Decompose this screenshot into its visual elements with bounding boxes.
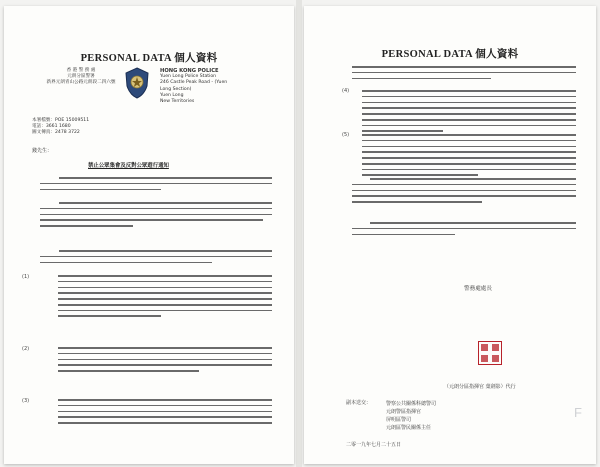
paragraph-3-continued xyxy=(352,66,576,83)
sender-zh-line: 香 港 警 務 處 xyxy=(66,68,96,73)
assessment-paragraph xyxy=(40,250,272,267)
letter-page-1 xyxy=(4,6,294,464)
cc-recipient: 元朗區警民關係主任 xyxy=(386,425,432,431)
paragraph-number: (1) xyxy=(22,274,30,280)
address-line: New Territories xyxy=(160,99,195,105)
page-gap xyxy=(296,0,302,467)
paragraph-number: (5) xyxy=(342,132,350,138)
salutation: 錢先生： xyxy=(32,148,53,154)
address-line: Long Section) xyxy=(160,86,192,92)
contact-paragraph xyxy=(352,222,576,239)
ref-label: 本署檔號 xyxy=(32,118,51,123)
cc-recipient: 警察公共關係科總警司 xyxy=(386,401,437,407)
police-name: HONG KONG POLICE xyxy=(160,68,219,74)
address-line: Yuen Long Police Station xyxy=(160,74,217,80)
closing-paragraph xyxy=(352,178,576,207)
signatory-name: （元朗分區指揮官 葉劍影）代行 xyxy=(444,384,516,390)
legal-paragraph xyxy=(40,202,272,231)
personal-data-header: PERSONAL DATA 個人資料 xyxy=(381,49,519,60)
reference-block: 本署檔號：POE 15009511 電話：3661 1680 圖文傳真：2478 3722 xyxy=(32,118,90,136)
paragraph-number: (3) xyxy=(22,398,30,404)
sender-zh-line: 新界元朗青山公路元朗段二四六號 xyxy=(46,80,116,86)
police-crest-icon xyxy=(122,66,152,100)
paragraph-number: (4) xyxy=(342,88,350,94)
paragraph-5-text xyxy=(362,134,576,180)
notice-title: 禁止公眾集會及反對公眾遊行通知 xyxy=(88,163,169,169)
signatory-title: 警務處處長 xyxy=(464,286,492,292)
sender-zh-block xyxy=(46,68,116,87)
fax-value: 2478 3722 xyxy=(55,130,80,136)
sender-zh-line: 元朗分區警署 xyxy=(67,74,95,80)
cc-label: 副本送交： xyxy=(346,400,372,406)
cc-list xyxy=(386,400,436,432)
address-line: Yuen Long xyxy=(160,92,184,98)
tel-value: 3661 1680 xyxy=(45,124,71,130)
ref-value: POE 15009511 xyxy=(55,118,90,123)
cc-recipient: 屏明區警司 xyxy=(386,417,412,423)
cc-recipient: 元朗警區指揮官 xyxy=(386,409,422,415)
paragraph-3-text xyxy=(58,399,272,428)
tel-label: 電話 xyxy=(32,124,42,130)
letter-page-2 xyxy=(304,6,596,464)
paragraph-4-text xyxy=(362,90,576,136)
official-seal xyxy=(478,341,502,365)
police-address-block xyxy=(160,68,227,105)
personal-data-header: PERSONAL DATA 個人資料 xyxy=(80,53,218,64)
paragraph-2-text xyxy=(58,347,272,376)
paragraph-number: (2) xyxy=(22,346,30,352)
watermark-logo: F xyxy=(574,405,582,420)
paragraph-1-text xyxy=(58,275,272,321)
fax-label: 圖文傳真 xyxy=(32,130,51,136)
address-line: 246 Castle Peak Road - (Yuen xyxy=(160,80,228,86)
letter-date: 二零一九年七月二十五日 xyxy=(346,442,402,448)
intro-paragraph xyxy=(40,177,272,194)
